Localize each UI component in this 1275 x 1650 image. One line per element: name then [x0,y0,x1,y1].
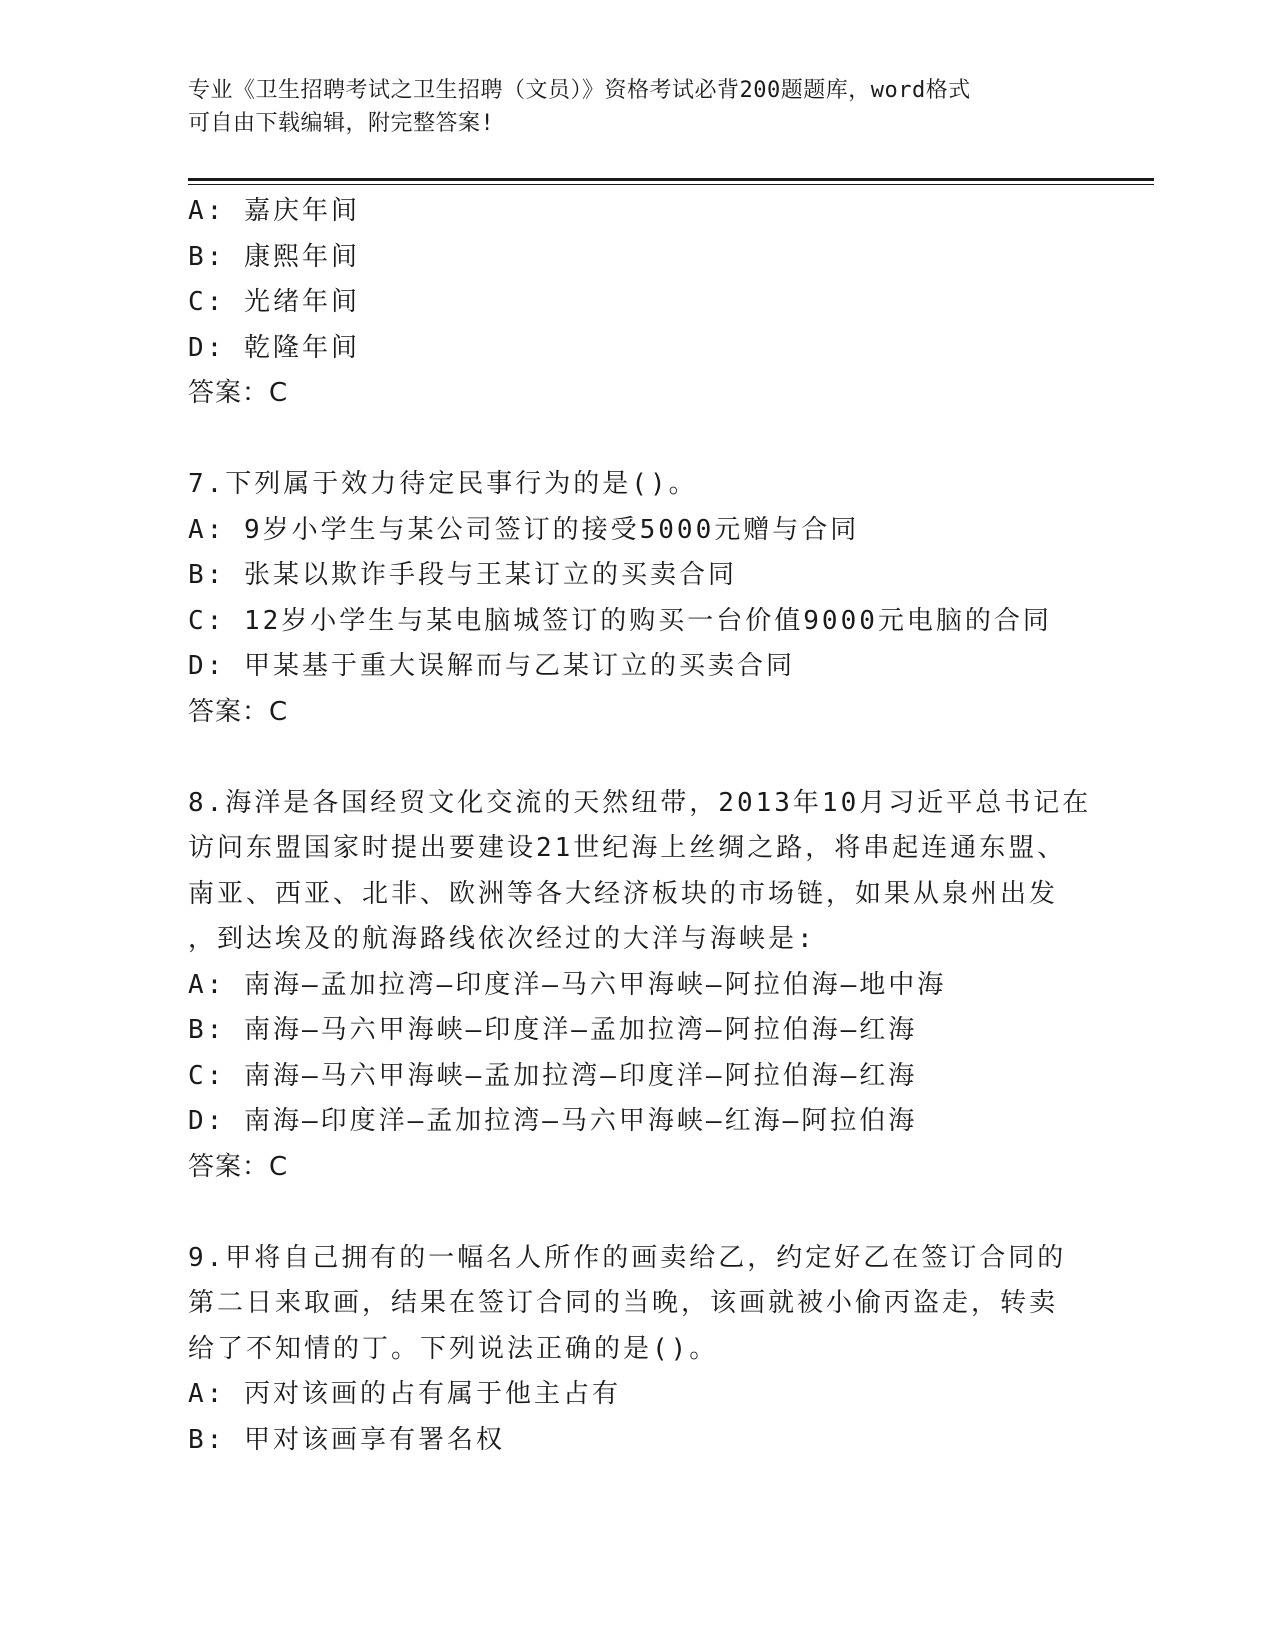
option-c: C: 南海—马六甲海峡—孟加拉湾—印度洋—阿拉伯海—红海 [188,1060,918,1091]
option-b: B: 甲对该画享有署名权 [188,1424,505,1455]
option-b: B: 张某以欺诈手段与王某订立的买卖合同 [188,560,737,590]
question-9 [188,1236,1088,1464]
question-stem-line: 给了不知情的丁。下列说法正确的是()。 [188,1333,719,1364]
option-b: B: 南海—马六甲海峡—印度洋—孟加拉湾—阿拉伯海—红海 [188,1015,918,1045]
question-stem-line: ，到达埃及的航海路线依次经过的大洋与海峡是: [188,924,816,954]
question-stem-line: 8.海洋是各国经贸文化交流的天然纽带，2013年10月习近平总书记在 [188,787,1092,818]
answer: 答案：C [188,378,289,408]
question-stem-line: 第二日来取画，结果在签订合同的当晚，该画就被小偷丙盗走，转卖 [188,1288,1059,1318]
question-stem: 7.下列属于效力待定民事行为的是()。 [188,469,698,499]
spacer [188,417,1088,463]
answer: 答案：C [188,696,289,727]
document-header [188,74,1068,140]
header-divider-thin [188,184,1154,185]
option-a: A: 9岁小学生与某公司签订的接受5000元赠与合同 [188,514,860,545]
option-a: A: 丙对该画的占有属于他主占有 [188,1379,621,1409]
spacer [188,735,1088,781]
answer: 答案：C [188,1151,289,1182]
option-b: B: 康熙年间 [188,241,360,272]
question-stem-line: 南亚、西亚、北非、欧洲等各大经济板块的市场链，如果从泉州出发 [188,878,1059,909]
option-c: C: 光绪年间 [188,287,360,317]
spacer [188,1190,1088,1236]
option-a: A: 南海—孟加拉湾—印度洋—马六甲海峡—阿拉伯海—地中海 [188,969,947,1000]
question-8 [188,781,1092,1191]
header-line-2: 可自由下载编辑，附完整答案! [188,111,495,136]
question-stem-line: 9.甲将自己拥有的一幅名人所作的画卖给乙，约定好乙在签订合同的 [188,1242,1067,1273]
question-stem-line: 访问东盟国家时提出要建设21世纪海上丝绸之路，将串起连通东盟、 [188,833,1067,863]
option-d: D: 南海—印度洋—孟加拉湾—马六甲海峡—红海—阿拉伯海 [188,1106,918,1136]
header-divider-thick [188,178,1154,181]
option-d: D: 乾隆年间 [188,332,360,363]
option-c: C: 12岁小学生与某电脑城签订的购买一台价值9000元电脑的合同 [188,605,1052,636]
question-6 [188,189,1088,417]
question-7 [188,462,1088,735]
option-a: A: 嘉庆年间 [188,196,360,226]
header-line-1: 专业《卫生招聘考试之卫生招聘（文员）》资格考试必背200题题库，word格式 [188,78,971,103]
option-d: D: 甲某基于重大误解而与乙某订立的买卖合同 [188,651,795,681]
question-content [188,189,1092,1463]
